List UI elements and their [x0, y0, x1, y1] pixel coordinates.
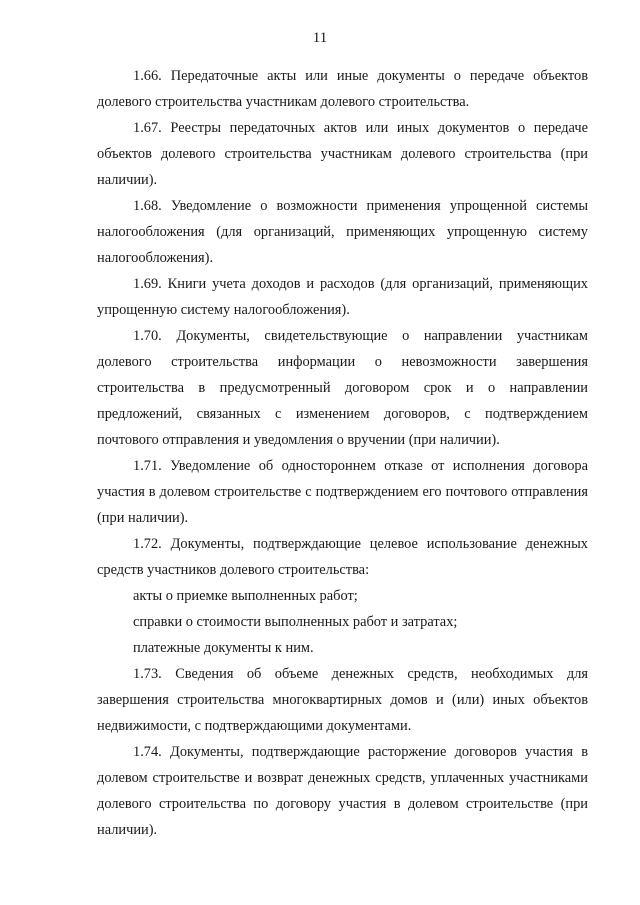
list-item-cost-certificates: справки о стоимости выполненных работ и затратах; [133, 614, 458, 630]
paragraph-1-69: 1.69. Книги учета доходов и расходов (для организаций, применяющих упрощенную систему налогообложения). [97, 276, 588, 318]
page-number: 11 [312, 30, 328, 46]
paragraph-1-71: 1.71. Уведомление об одностороннем отказе от исполнения договора участия в долевом строительстве с подтверждением его почтового отправления (при наличии). [97, 458, 588, 526]
list-item-acts: акты о приемке выполненных работ; [133, 588, 358, 604]
list-item-payment-documents: платежные документы к ним. [133, 640, 314, 656]
paragraph-1-67: 1.67. Реестры передаточных актов или иных документов о передаче объектов долевого строительства участникам долевого строительства (при наличии). [97, 120, 588, 188]
document-body [97, 63, 588, 843]
paragraph-1-70: 1.70. Документы, свидетельствующие о направлении участникам долевого строительства информации о невозможности завершения строительства в предусмотренный договором срок и о направлении предложений, связанных с изменением договоров, с подтверждением почтового отправления и уведомления о вручении (при наличии). [97, 328, 588, 448]
paragraph-1-73: 1.73. Сведения об объеме денежных средств, необходимых для завершения строительства многоквартирных домов и (или) иных объектов недвижимости, с подтверждающими документами. [97, 666, 588, 734]
paragraph-1-74: 1.74. Документы, подтверждающие расторжение договоров участия в долевом строительстве и возврат денежных средств, уплаченных участниками долевого строительства по договору участия в долевом строительстве (при наличии). [97, 744, 588, 838]
paragraph-1-68: 1.68. Уведомление о возможности применения упрощенной системы налогообложения (для организаций, применяющих упрощенную систему налогообложения). [97, 198, 588, 266]
paragraph-1-66: 1.66. Передаточные акты или иные документы о передаче объектов долевого строительства участникам долевого строительства. [97, 68, 588, 110]
paragraph-1-72: 1.72. Документы, подтверждающие целевое использование денежных средств участников долевого строительства: [97, 536, 588, 578]
